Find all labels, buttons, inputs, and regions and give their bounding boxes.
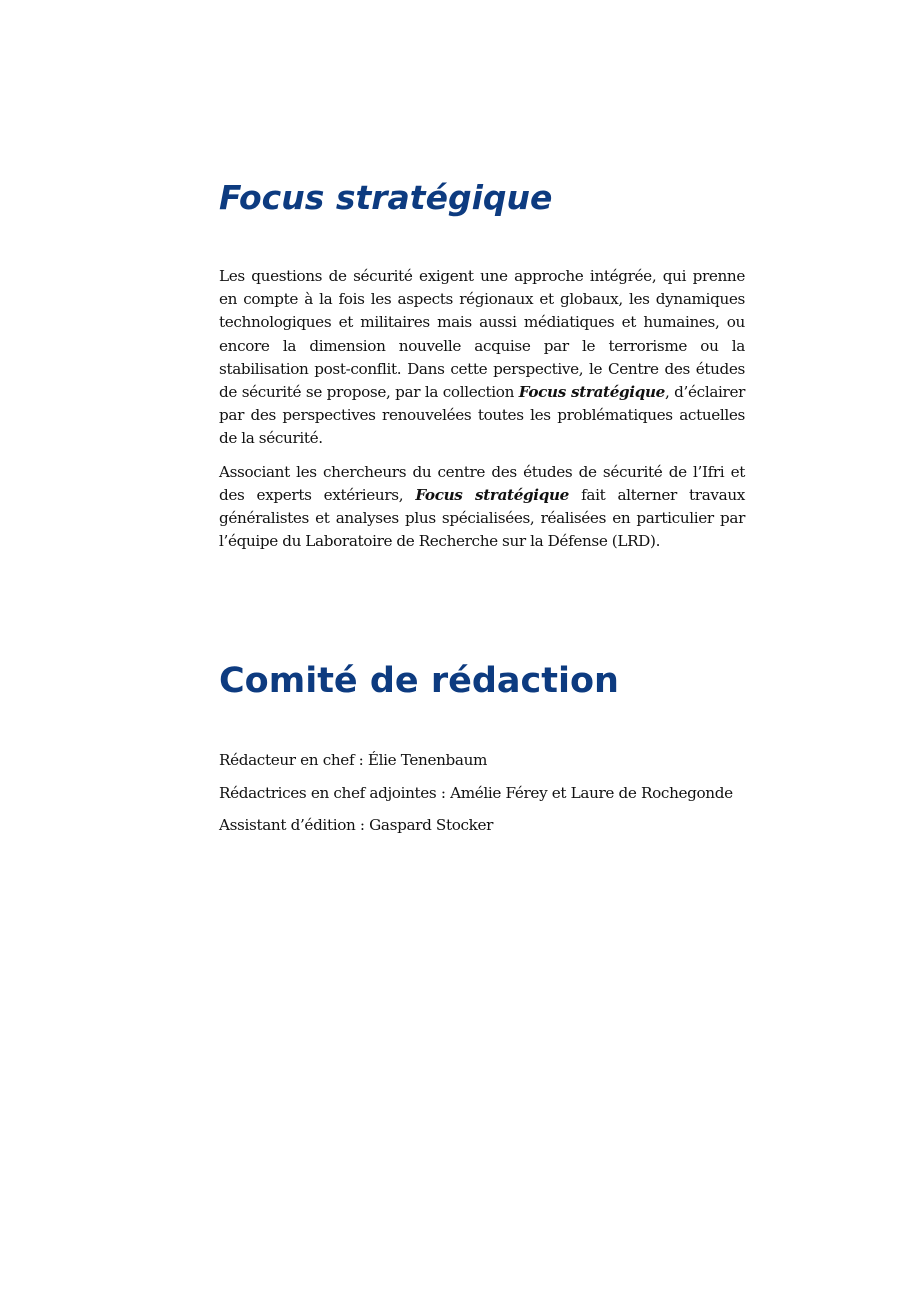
section-title-comite-redaction: Comité de rédaction: [219, 661, 619, 701]
editor-in-chief-line: Rédacteur en chef : Élie Tenenbaum: [219, 751, 488, 769]
intro-paragraph-2-text-b: fait alterner travaux généralistes et analyses plus spécialisées, réalisées en particulier par l’équipe du Laboratoire de Recherche sur la Défense (LRD).: [219, 485, 745, 551]
editorial-board-list: [219, 749, 819, 847]
deputy-editors-line: Rédactrices en chef adjointes : Amélie Férey et Laure de Rochegonde: [219, 783, 733, 802]
collection-name-emphasis: Focus stratégique: [518, 383, 665, 402]
intro-paragraph-1: [219, 265, 745, 451]
focus-description: [219, 265, 745, 553]
section-title-focus-strategique: Focus stratégique: [219, 178, 553, 217]
intro-paragraph-1-text-b: , d’éclairer par des perspectives renouvelées toutes les problématiques actuelles de la sécurité.: [219, 383, 745, 448]
collection-name-emphasis: Focus stratégique: [415, 485, 569, 504]
editorial-assistant-line: Assistant d’édition : Gaspard Stocker: [219, 816, 494, 834]
intro-paragraph-2-text-a: Associant les chercheurs du centre des études de sécurité de l’Ifri et des experts extérieurs,: [219, 462, 745, 504]
intro-paragraph-2: [219, 461, 745, 554]
intro-paragraph-1-text-a: Les questions de sécurité exigent une approche intégrée, qui prenne en compte à la fois les aspects régionaux et globaux, les dynamiques technologiques et militaires mais aussi médiatiques et humaines, ou encore la dimension nouvelle acquise par le terrorisme ou la stabilisation post-conflit. Dans cette perspective, le Centre des études de sécurité se propose, par la collection: [219, 267, 745, 402]
